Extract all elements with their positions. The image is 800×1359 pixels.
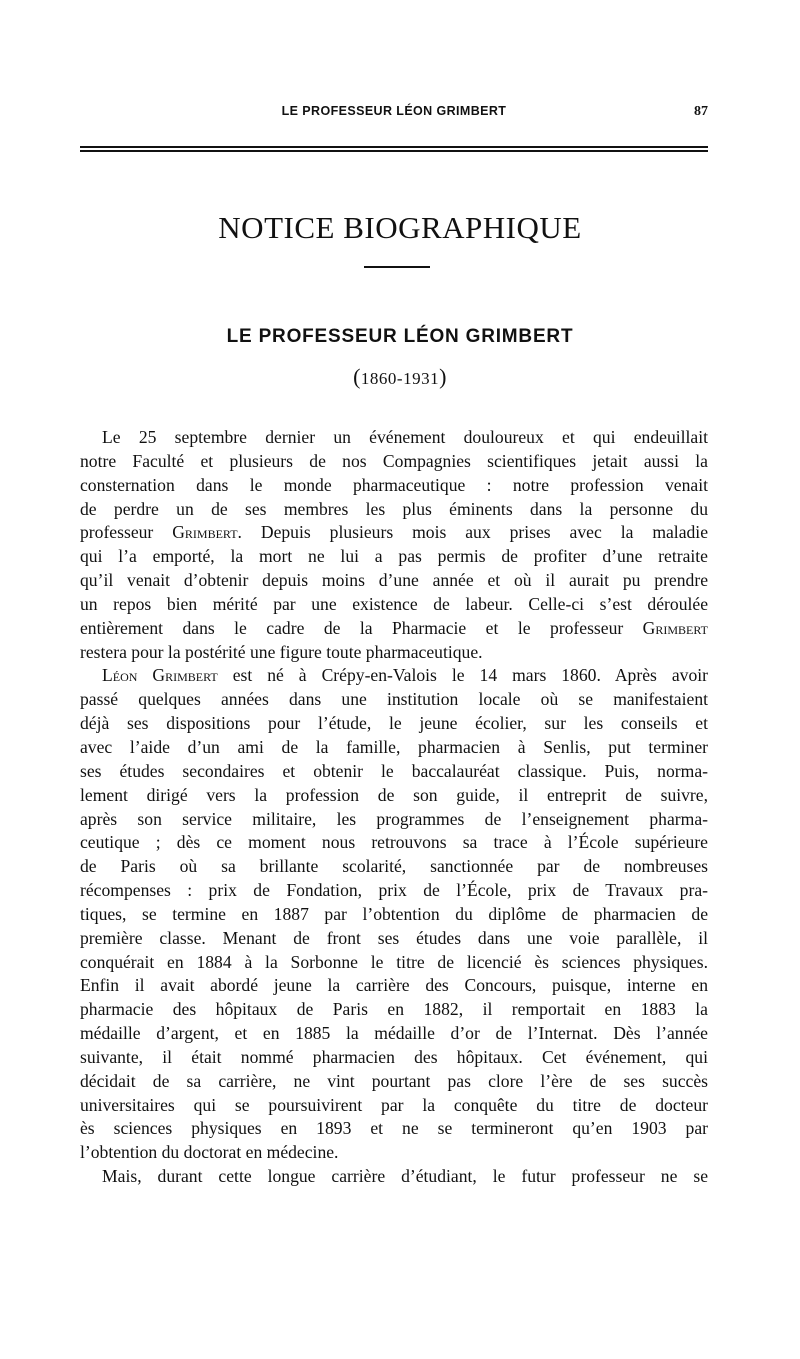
body-line: avec l’aide d’un ami de la famille, pharmacien à Senlis, put terminer: [80, 736, 708, 757]
body-line: un repos bien mérité par une existence de labeur. Celle-ci s’est déroulée: [80, 593, 708, 614]
body-line: Mais, durant cette longue carrière d’étudiant, le futur professeur ne se: [102, 1166, 708, 1187]
body-line: restera pour la postérité une figure toute pharmaceutique.: [80, 641, 483, 662]
header-double-rule: [80, 146, 708, 152]
body-line: pharmacie des hôpitaux de Paris en 1882, il remportait en 1883 la: [80, 999, 708, 1020]
body-line: Le 25 septembre dernier un événement douloureux et qui endeuillait: [102, 427, 708, 447]
body-line: Enfin il avait abordé jeune la carrière des Concours, puisque, interne en: [80, 975, 708, 996]
body-line: médaille d’argent, et en 1885 la médaille d’or de l’Internat. Dès l’année: [80, 1023, 708, 1044]
dates-open-paren: (: [353, 364, 361, 389]
body-line: de Paris où sa brillante scolarité, sanctionnée par de nombreuses: [80, 856, 708, 877]
body-line: ceutique ; dès ce moment nous retrouvons sa trace à l’École supérieure: [80, 832, 708, 853]
page-number: 87: [694, 104, 708, 119]
body-line: après son service militaire, les programmes de l’enseignement pharma-: [80, 808, 708, 829]
body-line: qui l’a emporté, la mort ne lui a pas permis de profiter d’une retraite: [80, 546, 708, 567]
body-line: professeur Grimbert. Depuis plusieurs mois aux prises avec la maladie: [80, 522, 708, 543]
body-line: première classe. Menant de front ses études dans une voie parallèle, il: [80, 927, 708, 948]
body-line: récompenses : prix de Fondation, prix de l’École, prix de Travaux pra-: [80, 880, 708, 901]
body-text: [80, 426, 708, 1189]
body-line: Léon Grimbert est né à Crépy-en-Valois le 14 mars 1860. Après avoir: [102, 665, 708, 686]
body-line: tiques, se termine en 1887 par l’obtention du diplôme de pharmacien de: [80, 903, 708, 924]
body-line: conquérait en 1884 à la Sorbonne le titre de licencié ès sciences physiques.: [80, 951, 708, 972]
dates-close-paren: ): [439, 364, 447, 389]
running-head: [80, 104, 708, 124]
body-line: universitaires qui se poursuivirent par la conquête du titre de docteur: [80, 1094, 708, 1115]
body-line: lement dirigé vers la profession de son guide, il entreprit de suivre,: [80, 784, 708, 805]
body-line: décidait de sa carrière, ne vint pourtant pas clore l’ère de ses succès: [80, 1070, 708, 1091]
body-line: ses études secondaires et obtenir le baccalauréat classique. Puis, norma-: [80, 760, 708, 781]
body-line: consternation dans le monde pharmaceutique : notre profession venait: [80, 474, 708, 495]
body-line: qu’il venait d’obtenir depuis moins d’une année et où il aurait pu prendre: [80, 570, 708, 591]
body-line: déjà ses dispositions pour l’étude, le jeune écolier, sur les conseils et: [80, 713, 708, 734]
title-separator-rule: [364, 266, 430, 268]
body-line: entièrement dans le cadre de la Pharmacie et le professeur Grimbert: [80, 617, 708, 638]
running-title: LE PROFESSEUR LÉON GRIMBERT: [281, 104, 507, 118]
section-title: NOTICE BIOGRAPHIQUE: [218, 210, 582, 245]
life-dates: [0, 364, 800, 390]
body-line: suivante, il était nommé pharmacien des hôpitaux. Cet événement, qui: [80, 1046, 708, 1067]
body-line: ès sciences physiques en 1893 et ne se termineront qu’en 1903 par: [80, 1118, 708, 1139]
body-line: de perdre un de ses membres les plus éminents dans la personne du: [80, 498, 708, 519]
dates-years: 1860-1931: [360, 369, 440, 388]
body-line: notre Faculté et plusieurs de nos Compagnies scientifiques jetait aussi la: [80, 450, 708, 471]
body-line: l’obtention du doctorat en médecine.: [80, 1142, 339, 1163]
article-subtitle: LE PROFESSEUR LÉON GRIMBERT: [226, 326, 574, 347]
body-line: passé quelques années dans une institution locale où se manifestaient: [80, 689, 708, 710]
